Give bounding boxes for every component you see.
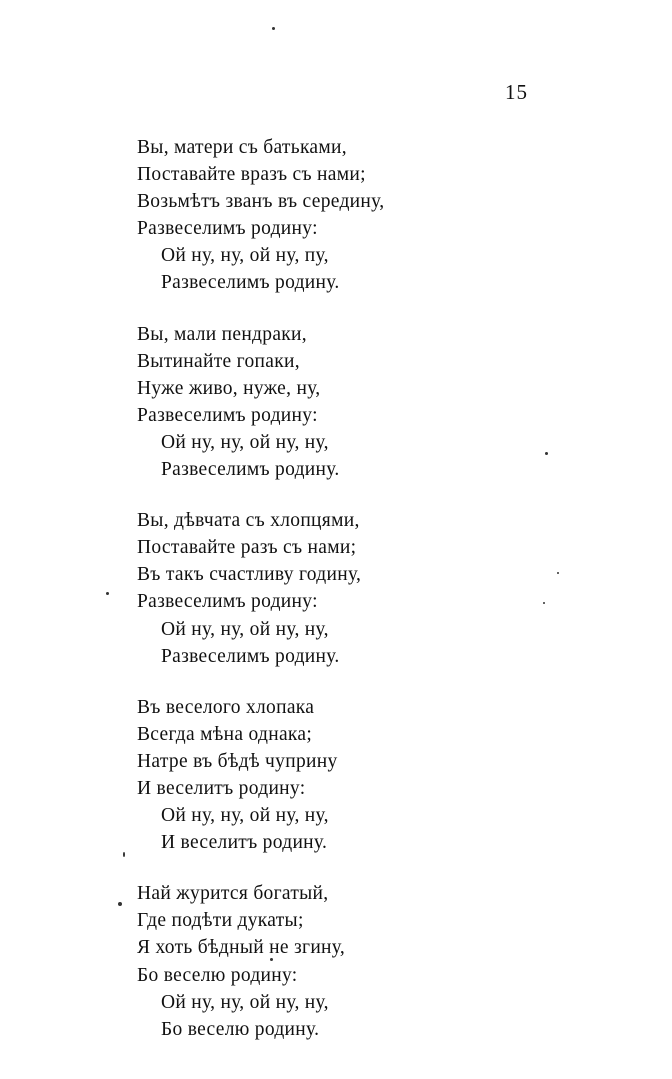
refrain-line: Развеселимъ родину. — [161, 272, 340, 294]
stanza-5 — [0, 880, 672, 1043]
verse-line: Развеселимъ родину: — [137, 404, 318, 426]
scan-speck — [543, 602, 545, 604]
stanza-2 — [0, 321, 672, 484]
verse-line: Нуже живо, нуже, ну, — [137, 377, 321, 399]
verse-line: Развеселимъ родину: — [137, 591, 318, 613]
verse-line: Вы, матери съ батьками, — [137, 137, 347, 158]
refrain-line: Ой ну, ну, ой ну, ну, — [161, 805, 329, 827]
stanza-4 — [0, 694, 672, 857]
refrain-line: Ой ну, ну, ой ну, ну, — [161, 431, 329, 453]
scan-speck — [118, 902, 122, 906]
scan-speck — [270, 958, 273, 961]
verse-line: Бо веселю родину: — [137, 964, 298, 986]
verse-line: Развеселимъ родину: — [137, 218, 318, 240]
scan-speck — [272, 27, 275, 30]
refrain-line: Ой ну, ну, ой ну, ну, — [161, 991, 329, 1013]
refrain-line: Развеселимъ родину. — [161, 459, 340, 481]
verse-line: Въ такъ счастливу годину, — [137, 564, 362, 586]
verse-line: Где подѣти дукаты; — [137, 910, 304, 932]
verse-line: Возьмѣтъ званъ въ середину, — [137, 191, 385, 213]
verse-line: Вы, дѣвчата съ хлопцями, — [137, 510, 360, 532]
scan-speck — [545, 452, 548, 455]
verse-line: Вытинайте гопаки, — [137, 350, 300, 372]
page-number: 15 — [505, 80, 528, 104]
verse-line: Поставайте вразъ съ нами; — [137, 164, 366, 186]
stanza-1 — [0, 134, 672, 297]
verse-line: Най журится богатый, — [137, 883, 329, 905]
refrain-line: Ой ну, ну, ой ну, ну, — [161, 618, 329, 640]
verse-line: Всегда мѣна однака; — [137, 723, 313, 745]
refrain-line: Бо веселю родину. — [161, 1018, 320, 1040]
scan-speck — [557, 572, 559, 574]
refrain-line: Развеселимъ родину. — [161, 645, 340, 667]
poem — [0, 134, 672, 1067]
verse-line: И веселитъ родину: — [137, 777, 306, 799]
verse-line: Въ веселого хлопака — [137, 696, 315, 718]
verse-line: Вы, мали пендраки, — [137, 323, 307, 345]
stanza-3 — [0, 507, 672, 670]
scan-speck — [123, 852, 125, 857]
refrain-line: И веселитъ родину. — [161, 832, 328, 854]
verse-line: Поставайте разъ съ нами; — [137, 537, 357, 559]
verse-line: Натре въ бѣдѣ чуприну — [137, 750, 338, 772]
verse-line: Я хоть бѣдный не згину, — [137, 937, 346, 959]
scan-speck — [106, 592, 109, 595]
refrain-line: Ой ну, ну, ой ну, пу, — [161, 245, 329, 267]
